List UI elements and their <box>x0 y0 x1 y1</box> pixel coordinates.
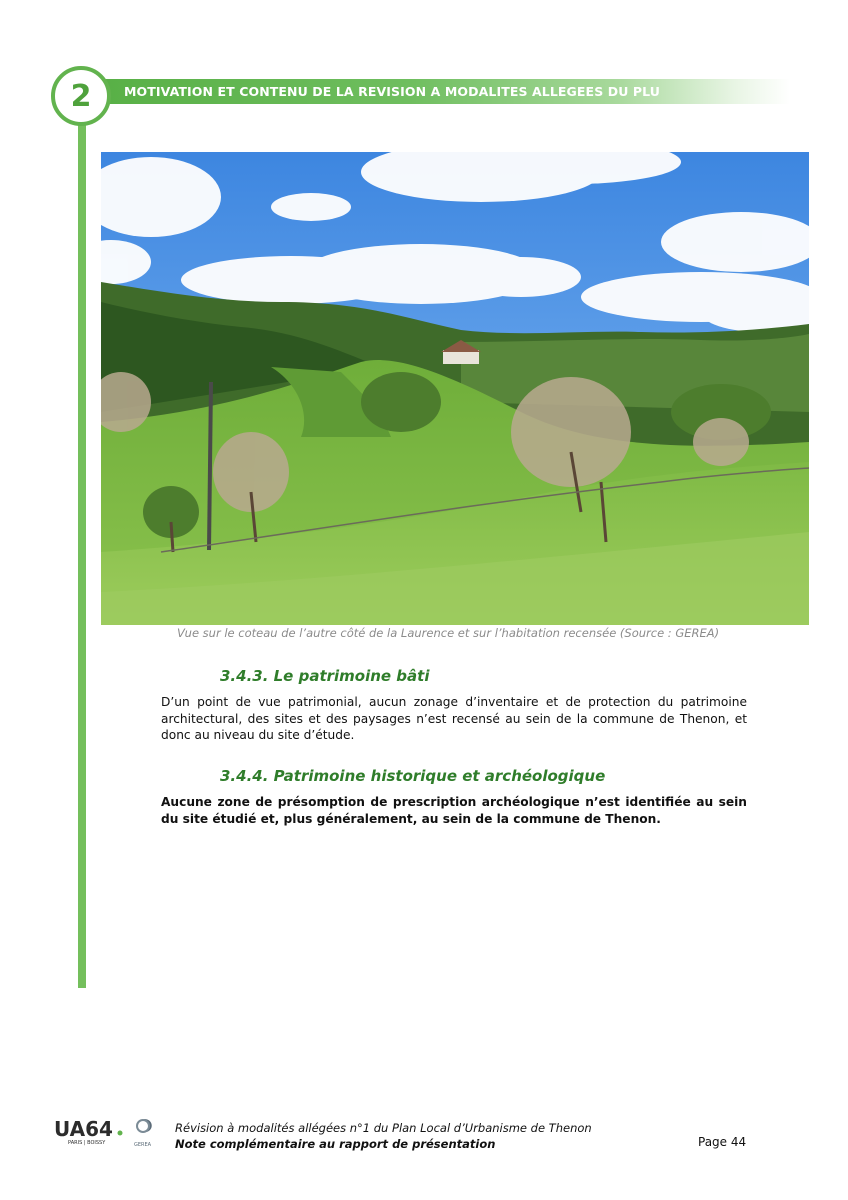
footer-line-2: Note complémentaire au rapport de présentation <box>175 1137 496 1151</box>
chapter-title: MOTIVATION ET CONTENU DE LA REVISION A MODALITES ALLEGEES DU PLU <box>124 84 661 99</box>
chapter-number-badge <box>51 66 111 126</box>
gerea-logo: GEREA <box>134 1142 152 1148</box>
section-text-patrimoine-historique: Aucune zone de présomption de prescription archéologique n’est identifiée au sein du site étudié et, plus généralement, au sein de la commune de Thenon. <box>161 795 747 826</box>
ua64-logo-sub: PARIS | BOISSY <box>68 1140 106 1146</box>
chapter-header-band <box>100 79 790 104</box>
section-title-patrimoine-bati: 3.4.3. Le patrimoine bâti <box>220 667 430 685</box>
page-number: Page 44 <box>698 1135 747 1149</box>
section-title-patrimoine-historique: 3.4.4. Patrimoine historique et archéologique <box>220 767 606 785</box>
footer-text <box>175 1120 592 1152</box>
ua64-logo: UA64 <box>54 1117 113 1141</box>
chapter-number: 2 <box>70 78 92 114</box>
section-text-patrimoine-bati: D’un point de vue patrimonial, aucun zonage d’inventaire et de protection du patrimoine architectural, des sites et des paysages n’est recensé au sein de la commune de Thenon, et donc au niveau du site d’étude. <box>161 695 747 742</box>
side-accent-bar <box>78 124 86 988</box>
photo-caption: Vue sur le coteau de l’autre côté de la Laurence et sur l’habitation recensée (Source : GEREA) <box>177 626 720 640</box>
footer-logos <box>54 1116 164 1154</box>
landscape-photo <box>101 152 809 625</box>
footer-line-1: Révision à modalités allégées n°1 du Plan Local d’Urbanisme de Thenon <box>175 1121 592 1135</box>
